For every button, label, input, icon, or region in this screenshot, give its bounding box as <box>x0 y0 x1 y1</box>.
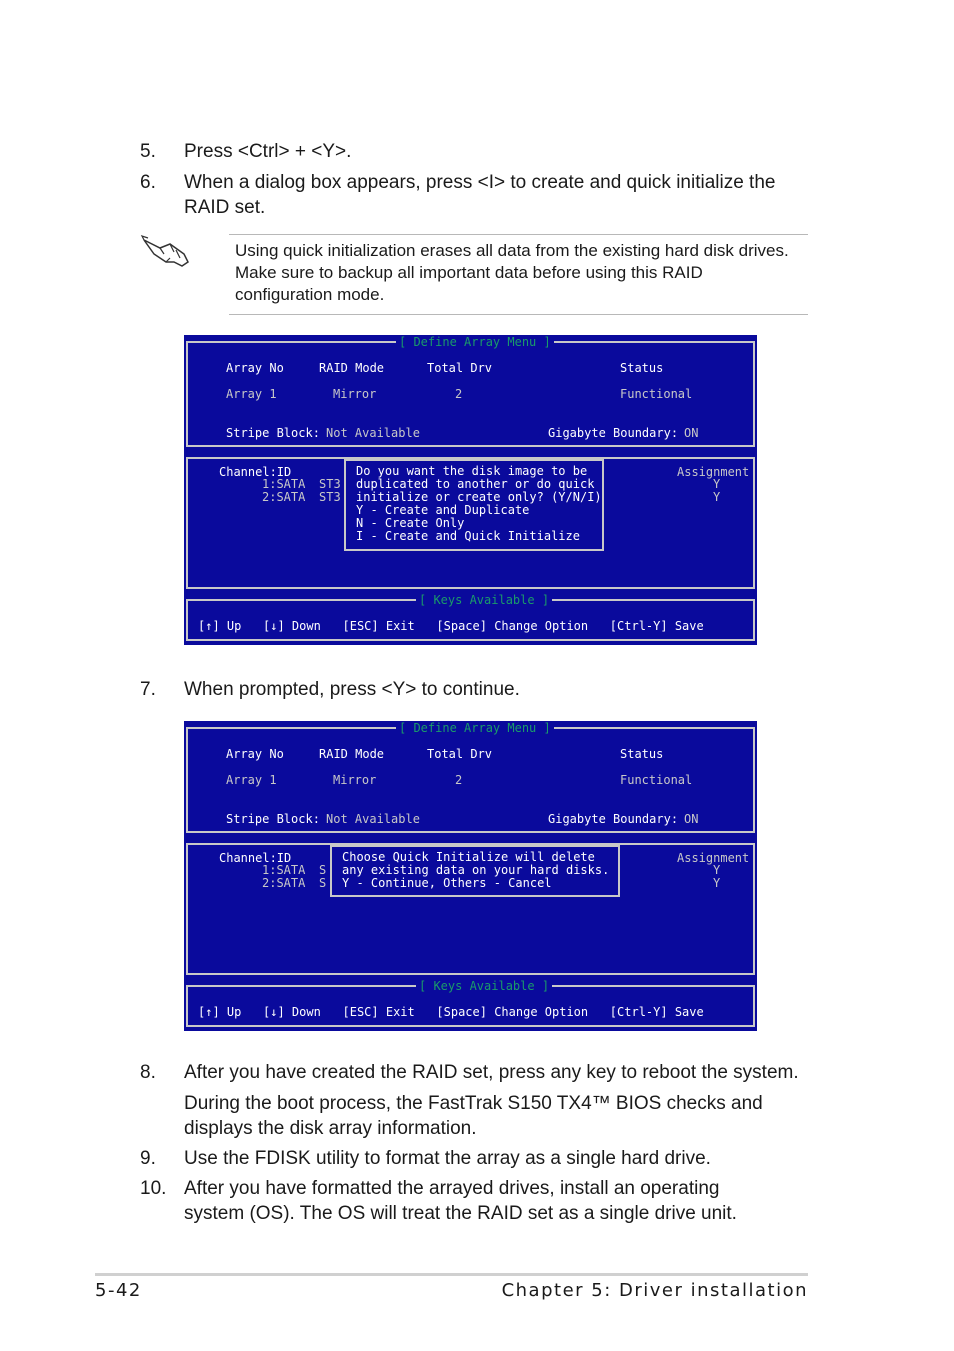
menu-title: [ Define Array Menu ] <box>396 722 554 735</box>
channel-1: 1:SATA <box>262 863 306 877</box>
channel-1: 1:SATA <box>262 477 306 491</box>
row-drives: 2 <box>455 387 463 401</box>
step-9-text: Use the FDISK utility to format the array as a single hard drive. <box>184 1148 711 1169</box>
channel-2-model: ST3 <box>319 490 341 504</box>
keys-title: [ Keys Available ] <box>416 594 552 607</box>
col-array-no: Array No <box>226 747 284 761</box>
gig-label: Gigabyte Boundary: <box>548 426 679 440</box>
channel-header: Channel:ID <box>219 465 292 479</box>
gig-value: ON <box>684 426 699 440</box>
stripe-label: Stripe Block: <box>226 812 320 826</box>
row-mode: Mirror <box>333 387 377 401</box>
assign-2: Y <box>713 490 721 504</box>
step-7-text: When prompted, press <Y> to continue. <box>184 679 520 700</box>
channel-header: Channel:ID <box>219 851 292 865</box>
bios-screen-2 <box>184 721 757 1031</box>
keys-list: [↑] Up [↓] Down [ESC] Exit [Space] Change Option [Ctrl-Y] Save <box>198 1005 704 1019</box>
dialog-line: initialize or create only? (Y/N/I) <box>356 490 602 504</box>
step-10-text: After you have formatted the arrayed drives, install an operating system (OS). The OS will treat the RAID set as a single drive unit. <box>184 1178 737 1224</box>
col-array-no: Array No <box>226 361 284 375</box>
step-5-text: Press <Ctrl> + <Y>. <box>184 141 352 162</box>
step-8-text: After you have created the RAID set, press any key to reboot the system. <box>184 1062 799 1083</box>
assign-1: Y <box>713 477 721 491</box>
col-total-drv: Total Drv <box>427 747 493 761</box>
row-status: Functional <box>620 773 693 787</box>
dialog-option-n[interactable]: N - Create Only <box>356 516 465 530</box>
step-6-text: When a dialog box appears, press <I> to create and quick initialize the RAID set. <box>184 172 776 218</box>
stripe-value: Not Available <box>326 812 420 826</box>
row-array: Array 1 <box>226 773 277 787</box>
step-8-detail: During the boot process, the FastTrak S150 TX4™ BIOS checks and displays the disk array information. <box>184 1093 763 1139</box>
gig-value: ON <box>684 812 699 826</box>
channel-1-model: S <box>319 863 327 877</box>
footer-rule <box>95 1273 808 1276</box>
dialog-option-continue[interactable]: Y - Continue, Others - Cancel <box>342 876 552 890</box>
note-text: Using quick initialization erases all data from the existing hard disk drives. Make sure to backup all important data before using this RAID configuration mode. <box>235 241 789 304</box>
assignment-header: Assignment <box>677 465 750 479</box>
chapter-title: Chapter 5: Driver installation <box>501 1280 808 1301</box>
assignment-header: Assignment <box>677 851 750 865</box>
col-total-drv: Total Drv <box>427 361 493 375</box>
keys-list: [↑] Up [↓] Down [ESC] Exit [Space] Change Option [Ctrl-Y] Save <box>198 619 704 633</box>
step-6-number: 6. <box>140 172 156 193</box>
col-raid-mode: RAID Mode <box>319 747 385 761</box>
step-7-number: 7. <box>140 679 156 700</box>
assign-1: Y <box>713 863 721 877</box>
col-status: Status <box>620 361 664 375</box>
channel-2: 2:SATA <box>262 490 306 504</box>
row-mode: Mirror <box>333 773 377 787</box>
channel-2-model: S <box>319 876 327 890</box>
step-8-number: 8. <box>140 1062 156 1083</box>
channel-1-model: ST3 <box>319 477 341 491</box>
keys-title: [ Keys Available ] <box>416 980 552 993</box>
row-array: Array 1 <box>226 387 277 401</box>
dialog-line: any existing data on your hard disks. <box>342 863 610 877</box>
step-5-number: 5. <box>140 141 156 162</box>
hand-pointing-icon <box>140 232 192 272</box>
dialog-option-i[interactable]: I - Create and Quick Initialize <box>356 529 580 543</box>
note-bottom-rule <box>229 314 808 315</box>
step-9-number: 9. <box>140 1148 156 1169</box>
dialog-line: Do you want the disk image to be <box>356 464 588 478</box>
dialog-line: duplicated to another or do quick <box>356 477 595 491</box>
channel-2: 2:SATA <box>262 876 306 890</box>
note-top-rule <box>229 234 808 235</box>
page-number: 5-42 <box>95 1280 142 1301</box>
menu-title: [ Define Array Menu ] <box>396 336 554 349</box>
confirm-dialog <box>344 459 604 551</box>
row-drives: 2 <box>455 773 463 787</box>
dialog-option-y[interactable]: Y - Create and Duplicate <box>356 503 530 517</box>
col-raid-mode: RAID Mode <box>319 361 385 375</box>
warning-dialog <box>330 845 620 897</box>
col-status: Status <box>620 747 664 761</box>
gig-label: Gigabyte Boundary: <box>548 812 679 826</box>
assign-2: Y <box>713 876 721 890</box>
bios-screen-1 <box>184 335 757 645</box>
dialog-line: Choose Quick Initialize will delete <box>342 850 595 864</box>
stripe-value: Not Available <box>326 426 420 440</box>
row-status: Functional <box>620 387 693 401</box>
stripe-label: Stripe Block: <box>226 426 320 440</box>
step-10-number: 10. <box>140 1178 167 1199</box>
